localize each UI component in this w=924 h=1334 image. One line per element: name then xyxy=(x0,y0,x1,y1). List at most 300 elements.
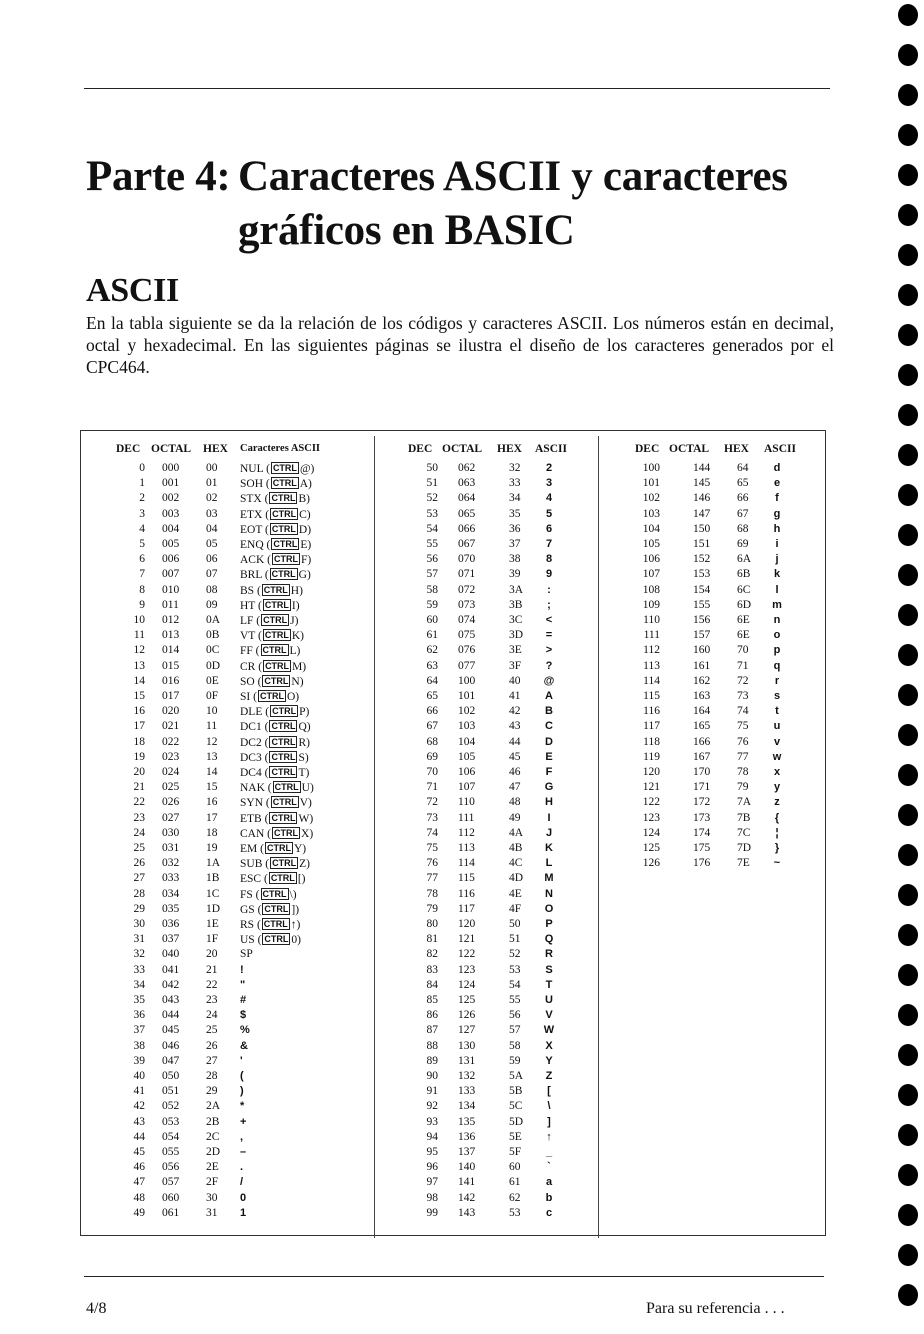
ascii-char: J xyxy=(545,826,553,839)
binder-hole xyxy=(898,364,918,386)
hex-value: 72 xyxy=(737,674,749,687)
octal-value: 063 xyxy=(458,477,476,490)
hex-value: 50 xyxy=(509,918,521,930)
dec-value: 25 xyxy=(133,842,145,854)
hex-value: 1F xyxy=(206,933,219,946)
control-char: DC4 ( CTRL T) xyxy=(240,767,310,779)
control-char: SO ( CTRL N) xyxy=(240,675,304,688)
ascii-char: + xyxy=(240,1115,247,1128)
octal-value: 161 xyxy=(693,659,711,672)
octal-value: 010 xyxy=(162,583,180,596)
dec-value: 108 xyxy=(642,583,660,596)
control-name: SUB xyxy=(240,858,263,871)
dec-value: 125 xyxy=(642,842,660,854)
octal-value: 152 xyxy=(693,553,711,566)
dec-value: 113 xyxy=(643,659,660,672)
hex-value: 4C xyxy=(509,857,523,870)
octal-value: 155 xyxy=(693,598,711,611)
octal-value: 101 xyxy=(458,690,476,702)
dec-value: 41 xyxy=(133,1085,145,1098)
dec-value: 52 xyxy=(426,492,438,505)
octal-value: 043 xyxy=(162,994,180,1006)
control-name: HT xyxy=(240,599,256,612)
dec-value: 72 xyxy=(426,796,438,809)
hex-value: 26 xyxy=(206,1039,218,1052)
control-name: RS xyxy=(240,919,255,931)
table-header-hex: HEX xyxy=(203,443,228,455)
dec-value: 59 xyxy=(426,598,438,611)
hex-value: 6D xyxy=(737,598,752,611)
dec-value: 10 xyxy=(133,614,145,626)
dec-value: 67 xyxy=(426,720,438,733)
octal-value: 062 xyxy=(458,462,476,474)
hex-value: 27 xyxy=(206,1054,218,1067)
ctrl-key: CTRL xyxy=(272,797,297,808)
dec-value: 38 xyxy=(133,1039,145,1052)
hex-value: 18 xyxy=(206,826,218,839)
octal-value: 011 xyxy=(162,598,179,611)
dec-value: 33 xyxy=(133,963,145,976)
hex-value: 47 xyxy=(509,781,521,794)
ctrl-key: CTRL xyxy=(271,721,296,732)
control-name: ESC xyxy=(240,873,262,886)
control-char: FS ( CTRL \) xyxy=(240,888,297,901)
dec-value: 6 xyxy=(139,553,145,566)
dec-value: 23 xyxy=(133,811,145,824)
octal-value: 040 xyxy=(162,948,180,961)
hex-value: 2C xyxy=(206,1130,220,1143)
hex-value: 64 xyxy=(737,462,749,474)
ascii-char: ) xyxy=(240,1085,244,1098)
ctrl-combo-char: U xyxy=(301,782,310,795)
ascii-char: = xyxy=(545,629,553,642)
octal-value: 020 xyxy=(162,705,180,718)
ascii-char: k xyxy=(773,568,781,581)
dec-value: 101 xyxy=(642,477,660,490)
dec-value: 62 xyxy=(426,644,438,657)
hex-value: 1D xyxy=(206,902,221,915)
control-name: FS xyxy=(240,888,253,901)
octal-value: 066 xyxy=(458,522,476,535)
table-header-hex: HEX xyxy=(497,443,522,455)
octal-value: 024 xyxy=(162,766,180,778)
dec-value: 40 xyxy=(133,1070,145,1082)
control-name: DLE xyxy=(240,706,263,719)
control-name: DC1 xyxy=(240,721,262,734)
ctrl-combo-char: F xyxy=(301,554,308,567)
octal-value: 050 xyxy=(162,1070,180,1082)
ascii-char: f xyxy=(775,492,779,505)
hex-value: 23 xyxy=(206,994,218,1006)
hex-value: 16 xyxy=(206,796,218,809)
control-char: NUL ( CTRL @) xyxy=(240,463,315,475)
hex-value: 62 xyxy=(509,1191,521,1204)
ascii-char: d xyxy=(773,462,781,474)
hex-value: 33 xyxy=(509,477,521,490)
octal-value: 013 xyxy=(162,629,180,642)
table-header-oct: OCTAL xyxy=(151,443,192,455)
binder-hole xyxy=(898,164,918,186)
binder-hole xyxy=(898,1124,918,1146)
dec-value: 35 xyxy=(133,994,145,1006)
footer-note: Para su referencia . . . xyxy=(646,1300,785,1317)
dec-value: 117 xyxy=(643,720,660,733)
table-header-hex: HEX xyxy=(724,443,749,455)
octal-value: 035 xyxy=(162,902,180,915)
octal-value: 125 xyxy=(458,994,476,1006)
binder-hole xyxy=(898,1004,918,1026)
hex-value: 31 xyxy=(206,1206,218,1219)
ascii-char: N xyxy=(545,887,553,900)
control-name: STX xyxy=(240,493,262,506)
binder-hole xyxy=(898,444,918,466)
ascii-char: [ xyxy=(547,1085,551,1098)
ascii-char: / xyxy=(240,1176,244,1189)
dec-value: 91 xyxy=(426,1085,438,1098)
octal-value: 116 xyxy=(458,887,475,900)
hex-value: 36 xyxy=(509,522,521,535)
dec-value: 78 xyxy=(426,887,438,900)
ascii-char: " xyxy=(240,978,246,991)
dec-value: 121 xyxy=(642,781,660,794)
dec-value: 86 xyxy=(426,1009,438,1022)
control-name: CAN xyxy=(240,827,265,840)
octal-value: 175 xyxy=(693,842,711,854)
ascii-char: ? xyxy=(545,659,553,672)
ctrl-key: CTRL xyxy=(271,767,296,777)
hex-value: 3D xyxy=(509,629,524,642)
dec-value: 88 xyxy=(426,1039,438,1052)
octal-value: 153 xyxy=(693,568,711,581)
binder-hole xyxy=(898,764,918,786)
ascii-char: 0 xyxy=(240,1191,247,1204)
control-char: LF ( CTRL J) xyxy=(240,615,299,627)
dec-value: 76 xyxy=(426,857,438,870)
dec-value: 65 xyxy=(426,690,438,702)
control-name: ETX xyxy=(240,508,263,521)
dec-value: 90 xyxy=(426,1070,438,1082)
control-char: ESC ( CTRL [) xyxy=(240,873,306,886)
dec-value: 39 xyxy=(133,1054,145,1067)
hex-value: 30 xyxy=(206,1191,218,1204)
octal-value: 042 xyxy=(162,978,180,991)
dec-value: 111 xyxy=(643,629,660,642)
control-char: ETB ( CTRL W) xyxy=(240,812,314,825)
ascii-char: X xyxy=(545,1039,553,1052)
hex-value: 3E xyxy=(509,644,522,657)
octal-value: 047 xyxy=(162,1054,180,1067)
ctrl-key: CTRL xyxy=(272,478,297,489)
control-char: DC2 ( CTRL R) xyxy=(240,736,310,749)
control-name: ACK xyxy=(240,554,265,567)
control-name: DC4 xyxy=(240,767,262,779)
hex-value: 22 xyxy=(206,978,218,991)
ctrl-key: CTRL xyxy=(263,615,288,625)
binder-hole xyxy=(898,804,918,826)
ascii-char: ( xyxy=(240,1070,244,1082)
binder-hole xyxy=(898,1084,918,1106)
binder-hole xyxy=(898,644,918,666)
table-header-chr: ASCII xyxy=(764,443,796,455)
dec-value: 98 xyxy=(426,1191,438,1204)
hex-value: 4D xyxy=(509,872,524,885)
hex-value: 01 xyxy=(206,477,218,490)
dec-value: 56 xyxy=(426,553,438,566)
hex-value: 78 xyxy=(737,766,749,778)
hex-value: 6B xyxy=(737,568,751,581)
ascii-char: e xyxy=(773,477,781,490)
dec-value: 109 xyxy=(642,598,660,611)
dec-value: 4 xyxy=(139,522,145,535)
hex-value: 71 xyxy=(737,659,749,672)
octal-value: 110 xyxy=(458,796,475,809)
ctrl-combo-char: R xyxy=(298,736,307,749)
hex-value: 06 xyxy=(206,553,218,566)
ctrl-combo-char: Q xyxy=(298,721,307,734)
dec-value: 126 xyxy=(642,857,660,870)
hex-value: 2D xyxy=(206,1146,221,1158)
ascii-char: g xyxy=(773,507,781,520)
hex-value: 46 xyxy=(509,766,521,778)
octal-value: 076 xyxy=(458,644,476,657)
dec-value: 45 xyxy=(133,1146,145,1158)
ctrl-key: CTRL xyxy=(273,539,298,549)
hex-value: 20 xyxy=(206,948,218,961)
hex-value: 69 xyxy=(737,538,749,550)
control-name: FF xyxy=(240,645,253,658)
ctrl-key: CTRL xyxy=(264,599,289,610)
octal-value: 102 xyxy=(458,705,476,718)
hex-value: 2E xyxy=(206,1161,219,1174)
control-char: VT ( CTRL K) xyxy=(240,630,304,643)
hex-value: 7B xyxy=(737,811,751,824)
octal-value: 170 xyxy=(693,766,711,778)
octal-value: 147 xyxy=(693,507,711,520)
control-name: VT xyxy=(240,630,256,643)
hex-value: 42 xyxy=(509,705,521,718)
binder-hole xyxy=(898,4,918,26)
table-header-dec: DEC xyxy=(116,443,141,455)
dec-value: 74 xyxy=(426,826,438,839)
octal-value: 157 xyxy=(693,629,711,642)
ctrl-key: CTRL xyxy=(264,630,289,641)
octal-value: 171 xyxy=(693,781,711,794)
dec-value: 12 xyxy=(133,644,145,657)
ctrl-combo-char: 0 xyxy=(291,934,298,947)
hex-value: 5D xyxy=(509,1115,524,1128)
octal-value: 160 xyxy=(693,644,711,657)
dec-value: 102 xyxy=(642,492,660,505)
dec-value: 20 xyxy=(133,766,145,778)
hex-value: 48 xyxy=(509,796,521,809)
octal-value: 033 xyxy=(162,872,180,885)
control-name: SOH xyxy=(240,478,264,491)
hex-value: 3F xyxy=(509,659,522,672)
ascii-char: { xyxy=(774,811,780,824)
octal-value: 112 xyxy=(458,826,475,839)
dec-value: 26 xyxy=(133,857,145,870)
ascii-char: a xyxy=(545,1176,553,1189)
dec-value: 77 xyxy=(426,872,438,885)
octal-value: 126 xyxy=(458,1009,476,1022)
octal-value: 136 xyxy=(458,1130,476,1143)
octal-value: 176 xyxy=(693,857,711,870)
ascii-char: ; xyxy=(547,598,551,611)
octal-value: 107 xyxy=(458,781,476,794)
octal-value: 121 xyxy=(458,933,476,946)
control-name: EOT xyxy=(240,523,263,536)
ctrl-combo-char: L xyxy=(289,645,297,658)
page-number: 4/8 xyxy=(86,1300,107,1317)
octal-value: 131 xyxy=(458,1054,476,1067)
ctrl-key: CTRL xyxy=(259,691,284,701)
dec-value: 82 xyxy=(426,948,438,961)
ctrl-combo-char: B xyxy=(298,493,307,506)
ascii-char: p xyxy=(773,644,781,657)
ascii-char: H xyxy=(545,796,553,809)
ctrl-key: CTRL xyxy=(262,888,287,899)
dec-value: 55 xyxy=(426,538,438,550)
dec-value: 64 xyxy=(426,674,438,687)
table-header-oct: OCTAL xyxy=(442,443,483,455)
ascii-char: \ xyxy=(547,1100,551,1113)
ascii-char: F xyxy=(545,766,553,778)
dec-value: 106 xyxy=(642,553,660,566)
octal-value: 144 xyxy=(693,462,711,474)
binder-hole xyxy=(898,44,918,66)
ctrl-key: CTRL xyxy=(271,736,296,747)
binder-hole xyxy=(898,964,918,986)
octal-value: 164 xyxy=(693,705,711,718)
hex-value: 43 xyxy=(509,720,521,733)
ascii-char: 5 xyxy=(545,507,553,520)
dec-value: 42 xyxy=(133,1100,145,1113)
hex-value: 58 xyxy=(509,1039,521,1052)
octal-value: 165 xyxy=(693,720,711,733)
control-char: SOH ( CTRL A) xyxy=(240,478,312,491)
dec-value: 44 xyxy=(133,1130,145,1143)
hex-value: 74 xyxy=(737,705,749,718)
control-name: ENQ xyxy=(240,539,264,551)
ctrl-combo-char: T xyxy=(298,767,306,779)
hex-value: 49 xyxy=(509,811,521,824)
hex-value: 60 xyxy=(509,1161,521,1174)
hex-value: 4B xyxy=(509,842,523,854)
hex-value: 0A xyxy=(206,614,221,626)
dec-value: 110 xyxy=(643,614,660,626)
ascii-char: ` xyxy=(547,1161,551,1174)
ctrl-combo-char: P xyxy=(299,706,306,719)
control-name: ETB xyxy=(240,812,262,825)
dec-value: 57 xyxy=(426,568,438,581)
ctrl-combo-char: ] xyxy=(291,903,296,916)
octal-value: 053 xyxy=(162,1115,180,1128)
page-title xyxy=(86,150,866,258)
binder-hole xyxy=(898,84,918,106)
hex-value: 02 xyxy=(206,492,218,505)
hex-value: 65 xyxy=(737,477,749,490)
hex-value: 51 xyxy=(509,933,521,946)
control-name: DC3 xyxy=(240,751,262,764)
control-char: NAK ( CTRL U) xyxy=(240,782,314,795)
hex-value: 73 xyxy=(737,690,749,702)
ascii-char: C xyxy=(545,720,553,733)
octal-value: 142 xyxy=(458,1191,476,1204)
binder-hole xyxy=(898,284,918,306)
binder-hole xyxy=(898,1204,918,1226)
hex-value: 07 xyxy=(206,568,218,581)
octal-value: 123 xyxy=(458,963,476,976)
dec-value: 15 xyxy=(133,690,145,702)
hex-value: 41 xyxy=(509,690,521,702)
dec-value: 46 xyxy=(133,1161,145,1174)
octal-value: 117 xyxy=(458,902,475,915)
hex-value: 5A xyxy=(509,1070,524,1082)
dec-value: 79 xyxy=(426,902,438,915)
octal-value: 166 xyxy=(693,735,711,748)
octal-value: 051 xyxy=(162,1085,180,1098)
ctrl-key: CTRL xyxy=(271,569,296,580)
control-char: BS ( CTRL H) xyxy=(240,584,303,597)
ctrl-key: CTRL xyxy=(272,858,297,869)
ascii-char: > xyxy=(545,644,553,657)
part-number: Parte 4: xyxy=(86,153,231,200)
ctrl-key: CTRL xyxy=(272,706,297,717)
dec-value: 7 xyxy=(139,568,145,581)
dec-value: 104 xyxy=(642,522,660,535)
octal-value: 016 xyxy=(162,674,180,687)
hex-value: 6C xyxy=(737,583,751,596)
dec-value: 8 xyxy=(139,583,145,596)
hex-value: 40 xyxy=(509,674,521,687)
ascii-table-frame xyxy=(80,430,826,1236)
octal-value: 105 xyxy=(458,750,476,763)
section-heading: ASCII xyxy=(86,272,179,309)
ascii-char: G xyxy=(544,781,554,794)
ctrl-combo-char: Z xyxy=(299,858,307,871)
ascii-char: & xyxy=(240,1039,248,1052)
dec-value: 5 xyxy=(139,538,145,550)
ctrl-key: CTRL xyxy=(270,873,295,884)
octal-value: 124 xyxy=(458,978,476,991)
control-char: SYN ( CTRL V) xyxy=(240,797,312,810)
octal-value: 026 xyxy=(162,796,180,809)
control-char: US ( CTRL 0) xyxy=(240,934,302,947)
hex-value: 2A xyxy=(206,1100,221,1113)
dec-value: 81 xyxy=(426,933,438,946)
control-char: GS ( CTRL ]) xyxy=(240,903,300,916)
octal-value: 167 xyxy=(693,750,711,763)
hex-value: 03 xyxy=(206,507,218,520)
dec-value: 27 xyxy=(133,872,145,885)
ascii-char: D xyxy=(545,735,553,748)
ascii-char: c xyxy=(545,1206,553,1219)
octal-value: 106 xyxy=(458,766,476,778)
ctrl-key: CTRL xyxy=(272,463,297,473)
octal-value: 113 xyxy=(458,842,475,854)
binder-hole xyxy=(898,124,918,146)
octal-value: 031 xyxy=(162,842,180,854)
hex-value: 3C xyxy=(509,614,523,626)
ctrl-key: CTRL xyxy=(274,827,298,838)
hex-value: 5B xyxy=(509,1085,523,1098)
octal-value: 027 xyxy=(162,811,180,824)
ascii-char: 4 xyxy=(545,492,553,505)
hex-value: 29 xyxy=(206,1085,218,1098)
octal-value: 135 xyxy=(458,1115,476,1128)
control-char: BRL ( CTRL G) xyxy=(240,569,311,582)
ascii-char: 9 xyxy=(545,568,553,581)
